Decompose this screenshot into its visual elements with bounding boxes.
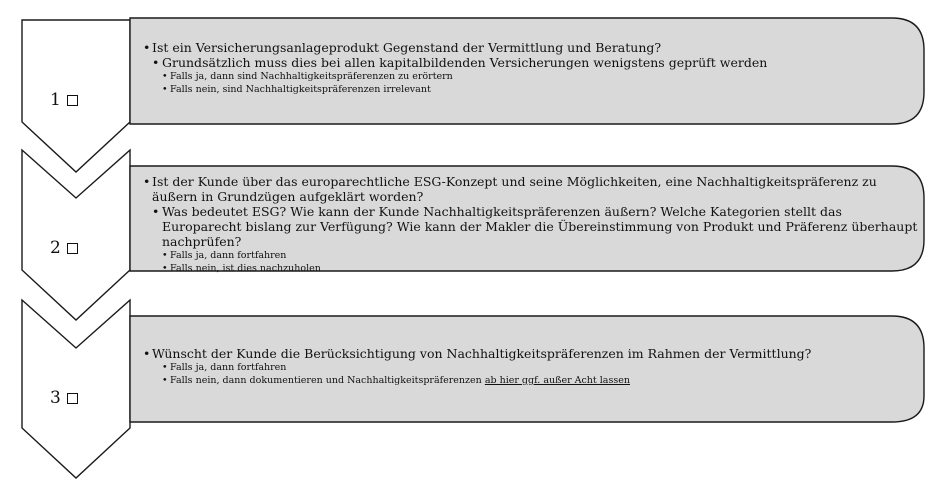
step-2: [0, 150, 938, 320]
step-3-shapes: [0, 300, 938, 485]
step-2-option-no: • Falls nein, ist dies nachzuholen: [143, 262, 918, 275]
step-3-question: • Wünscht der Kunde die Berücksichtigung von Nachhaltigkeitspräferenzen im Rahmen der Vermittlung?: [143, 346, 918, 361]
step-1-number: 1: [50, 90, 61, 110]
step-1-content: [143, 40, 918, 96]
step-3: [0, 300, 938, 485]
step-3-number: 3: [50, 388, 61, 408]
step-2-chevron: [22, 150, 130, 320]
step-3-content: [143, 346, 918, 387]
step-2-subpoint: • Was bedeutet ESG? Wie kann der Kunde Nachhaltigkeitspräferenzen äußern? Welche Kategorien stellt das Europarecht bislang zur Verfügung? Wie kann der Makler die Übereinstimmung von Produkt und Präferenz überhaupt nachprüfen?: [143, 204, 918, 249]
step-2-checkbox[interactable]: [67, 243, 78, 254]
step-2-option-yes: • Falls ja, dann fortfahren: [143, 249, 918, 262]
step-3-option-no-emphasis: ab hier ggf. außer Acht lassen: [484, 375, 630, 386]
step-3-option-no: [143, 374, 918, 387]
step-1-subpoint: • Grundsätzlich muss dies bei allen kapitalbildenden Versicherungen wenigstens geprüft werden: [143, 55, 918, 70]
step-1-label: [50, 90, 106, 110]
step-3-option-no-text: Falls nein, dann dokumentieren und Nachhaltigkeitspräferenzen: [170, 375, 485, 386]
step-1-question: • Ist ein Versicherungsanlageprodukt Gegenstand der Vermittlung und Beratung?: [143, 40, 918, 55]
step-1-option-no: • Falls nein, sind Nachhaltigkeitspräferenzen irrelevant: [143, 83, 918, 96]
step-1: [0, 0, 938, 170]
step-1-option-yes: • Falls ja, dann sind Nachhaltigkeitspräferenzen zu erörtern: [143, 70, 918, 83]
step-3-checkbox[interactable]: [67, 393, 78, 404]
step-1-checkbox[interactable]: [67, 95, 78, 106]
step-3-option-yes: • Falls ja, dann fortfahren: [143, 361, 918, 374]
step-2-label: [50, 238, 106, 258]
step-2-number: 2: [50, 238, 61, 258]
step-3-label: [50, 388, 106, 408]
step-2-question: • Ist der Kunde über das europarechtliche ESG-Konzept und seine Möglichkeiten, eine Nachhaltigkeitspräferenz zu äußern in Grundzügen aufgeklärt worden?: [143, 174, 918, 204]
step-2-content: [143, 174, 918, 275]
